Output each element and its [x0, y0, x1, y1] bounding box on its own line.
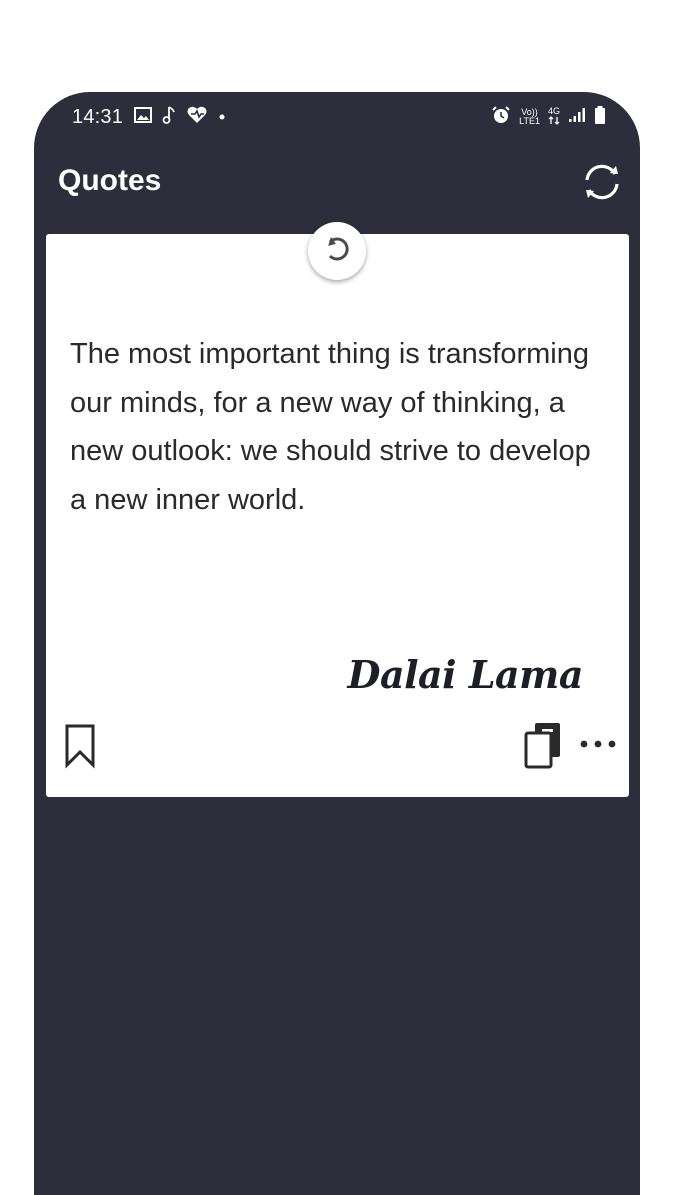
status-bar — [34, 92, 640, 142]
gallery-icon — [134, 107, 152, 128]
sync-icon — [579, 159, 625, 210]
copy-button[interactable] — [520, 720, 566, 770]
data-arrows-icon — [548, 116, 560, 127]
volte-indicator: Vo)) LTE1 — [519, 107, 540, 126]
refresh-quote-button[interactable] — [308, 222, 366, 280]
copy-icon — [520, 757, 566, 774]
status-time: 14:31 — [72, 106, 124, 128]
quote-author: Dalai Lama — [347, 652, 583, 697]
phone-screen — [34, 92, 640, 1195]
bookmark-icon — [62, 757, 98, 774]
bookmark-button[interactable] — [62, 722, 98, 770]
quote-text: The most important thing is transforming our minds, for a new way of thinking, a new outlook: we should strive to develop a new inner world. — [70, 338, 591, 516]
status-right-icons — [491, 104, 606, 130]
signal-strength-icon — [568, 107, 586, 128]
alarm-icon — [491, 105, 511, 130]
battery-icon — [594, 105, 606, 130]
status-left-icons — [134, 104, 226, 130]
refresh-icon — [321, 233, 353, 270]
page-title: Quotes — [58, 164, 162, 197]
more-horizontal-icon — [579, 736, 619, 754]
more-options-button[interactable] — [576, 730, 622, 760]
music-note-icon — [162, 105, 176, 130]
health-heart-icon — [186, 105, 208, 130]
sync-button[interactable] — [578, 160, 626, 208]
quote-card — [46, 234, 629, 797]
app-header — [34, 152, 640, 208]
network-indicator: 4G — [548, 107, 560, 127]
notification-dot-icon — [218, 108, 226, 126]
